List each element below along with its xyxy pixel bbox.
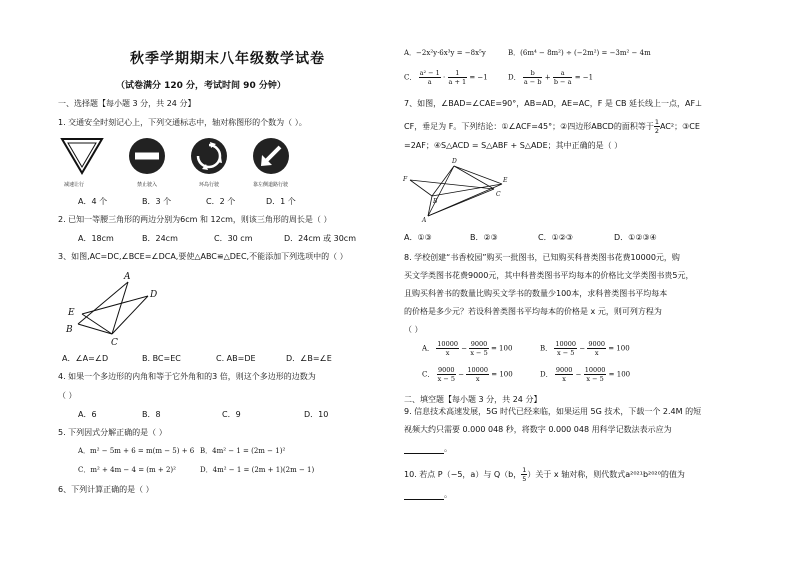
question-8-paren: （ ） — [404, 325, 423, 334]
label-D: D — [150, 290, 158, 300]
yield-sign-icon — [60, 136, 104, 176]
question-9-line1: 9. 信息技术高速发展，5G 时代已经来临，如果运用 5G 技术，下载一个 2.4M 的短 — [404, 407, 702, 416]
sign-label-no-entry: 禁止驶入 — [137, 182, 158, 188]
label-A: A — [124, 272, 131, 282]
section-heading-fill: 二、填空题【每小题 3 分，共 24 分】 — [404, 395, 542, 404]
q5-option-b[interactable]: B．4m² − 1 = (2m − 1)² — [200, 447, 286, 455]
q4-option-a[interactable]: A．6 — [78, 410, 97, 419]
sign-label-keep-left: 靠左侧道路行驶 — [253, 182, 289, 188]
q5-option-d[interactable]: D．4m² − 1 = (2m + 1)(2m − 1) — [200, 466, 315, 474]
q8-option-b[interactable]: B． $\frac{10000}{x - 5}$ − $\frac{9000}{x}$ = 100 — [540, 340, 630, 357]
q4-option-b[interactable]: B．8 — [142, 410, 161, 419]
question-9-answer: 。 — [404, 443, 452, 454]
q3-option-b[interactable]: B. BC=EC — [142, 354, 181, 363]
question-7-line2: CF，垂足为 F。下列结论：①∠ACF=45°；②四边形ABCD的面积等于 $\frac{1}{2}$ AC²；③CE — [404, 118, 700, 135]
question-4-paren: （ ） — [58, 391, 77, 400]
q2-option-b[interactable]: B．24cm — [142, 234, 178, 243]
page-title: 秋季学期期末八年级数学试卷 — [130, 51, 325, 67]
q7-option-d[interactable]: D．①②③④ — [614, 233, 657, 242]
q8-option-d[interactable]: D． $\frac{9000}{x}$ − $\frac{10000}{x - 5}$ = 100 — [540, 366, 631, 383]
label-C: C — [111, 338, 118, 348]
question-3-text: 3、如图,AC=DC,∠BCE=∠DCA,要使△ABC≌△DEC,不能添加下列选项中的（ ） — [58, 252, 348, 261]
question-9-line2: 视频大约只需要 0.000 048 秒，将数字 0.000 048 用科学记数法表示应为 — [404, 425, 672, 434]
label-E: E — [68, 308, 75, 318]
q2-option-d[interactable]: D．24cm 或 30cm — [284, 234, 356, 243]
question-8-line1: 8. 学校创建“书香校园”购买一批图书，已知购买科普类图书花费10000元，购 — [404, 253, 680, 262]
q6-option-a[interactable]: A．−2x²y·6x³y = −8x⁵y — [404, 49, 486, 57]
question-8-line3: 且购买科普书的数量比购买文学书的数量少100本，求科普类图书平均每本 — [404, 289, 668, 298]
label-B: B — [66, 325, 73, 335]
question-7-line1: 7、如图，∠BAD=∠CAE=90°，AB=AD，AE=AC，F 是 CB 延长线上一点，AF⊥ — [404, 99, 703, 108]
label-B: B — [433, 198, 438, 205]
question-7-line3: =2AF；④S△ACD = S△ABF + S△ADE；其中正确的是（ ） — [404, 141, 623, 150]
q3-option-a[interactable]: A．∠A=∠D — [62, 354, 109, 363]
q4-option-c[interactable]: C．9 — [222, 410, 241, 419]
question-1-text: 1. 交通安全时刻记心上，下列交通标志中，轴对称图形的个数为（ ）。 — [58, 118, 307, 127]
label-C: C — [496, 191, 501, 198]
question-10-line1: 10. 若点 P（−5，a）与 Q（b， $\frac{1}{5}$ ）关于 x 轴对称，则代数式a²⁰²¹b²⁰²⁰的值为 — [404, 466, 685, 483]
triangle-figure-q3 — [60, 268, 170, 348]
question-4-text: 4. 如果一个多边形的内角和等于它外角和的3 倍，则这个多边形的边数为 — [58, 372, 316, 381]
q8-option-a[interactable]: A． $\frac{10000}{x}$ − $\frac{9000}{x - 5}$ = 100 — [422, 340, 513, 357]
answer-blank-q9[interactable] — [404, 445, 444, 454]
q1-option-b[interactable]: B．3 个 — [142, 197, 172, 206]
geometry-figure-q7 — [400, 156, 510, 224]
q5-option-c[interactable]: C．m² + 4m − 4 = (m + 2)² — [78, 466, 176, 474]
label-E: E — [503, 177, 508, 184]
section-heading-choice: 一、选择题【每小题 3 分，共 24 分】 — [58, 99, 196, 108]
question-2-text: 2. 已知一等腰三角形的两边分别为6cm 和 12cm，则该三角形的周长是（ ） — [58, 215, 332, 224]
roundabout-sign-icon — [190, 137, 228, 175]
q4-option-d[interactable]: D．10 — [304, 410, 329, 419]
label-A: A — [422, 217, 427, 224]
question-8-line2: 买文学类图书花费9000元，其中科普类图书平均每本的价格比文学类图书贵5元， — [404, 271, 694, 280]
q6-option-c[interactable]: C． $\frac{\text{a² − 1}}{a}$ · $\frac{1}{a + 1}$ = −1 — [404, 69, 488, 86]
q2-option-c[interactable]: C．30 cm — [214, 234, 253, 243]
label-F: F — [403, 176, 408, 183]
exam-subtitle: （试卷满分 120 分，考试时间 90 分钟） — [116, 81, 286, 91]
label-D: D — [452, 158, 457, 165]
q6-option-d[interactable]: D． $\frac{b}{a - b}$ + $\frac{a}{b - a}$ = −1 — [508, 69, 594, 86]
no-entry-sign-icon — [128, 137, 166, 175]
answer-blank-q10[interactable] — [404, 491, 444, 500]
question-5-text: 5. 下列因式分解正确的是（ ） — [58, 428, 167, 437]
question-6-text: 6、下列计算正确的是（ ） — [58, 485, 154, 494]
question-8-line4: 的价格是多少元？若设科普类图书平均每本的价格是 x 元，则可列方程为 — [404, 307, 662, 316]
q1-option-a[interactable]: A．4 个 — [78, 197, 108, 206]
sign-label-roundabout: 环岛行驶 — [199, 182, 220, 188]
q7-option-a[interactable]: A．①③ — [404, 233, 432, 242]
q1-option-c[interactable]: C．2 个 — [206, 197, 236, 206]
q7-option-b[interactable]: B．②③ — [470, 233, 498, 242]
sign-label-yield: 减速让行 — [64, 182, 85, 188]
q3-option-c[interactable]: C. AB=DE — [216, 354, 256, 363]
keep-left-sign-icon — [252, 137, 290, 175]
q5-option-a[interactable]: A．m² − 5m + 6 = m(m − 5) + 6 — [78, 447, 195, 455]
q1-option-d[interactable]: D．1 个 — [266, 197, 296, 206]
q8-option-c[interactable]: C． $\frac{9000}{x - 5}$ − $\frac{10000}{x}$ = 100 — [422, 366, 513, 383]
question-10-answer: 。 — [404, 489, 452, 500]
q3-option-d[interactable]: D．∠B=∠E — [286, 354, 332, 363]
q6-option-b[interactable]: B．(6m⁴ − 8m²) ÷ (−2m²) = −3m² − 4m — [508, 49, 651, 57]
q7-option-c[interactable]: C．①②③ — [538, 233, 574, 242]
q2-option-a[interactable]: A．18cm — [78, 234, 114, 243]
